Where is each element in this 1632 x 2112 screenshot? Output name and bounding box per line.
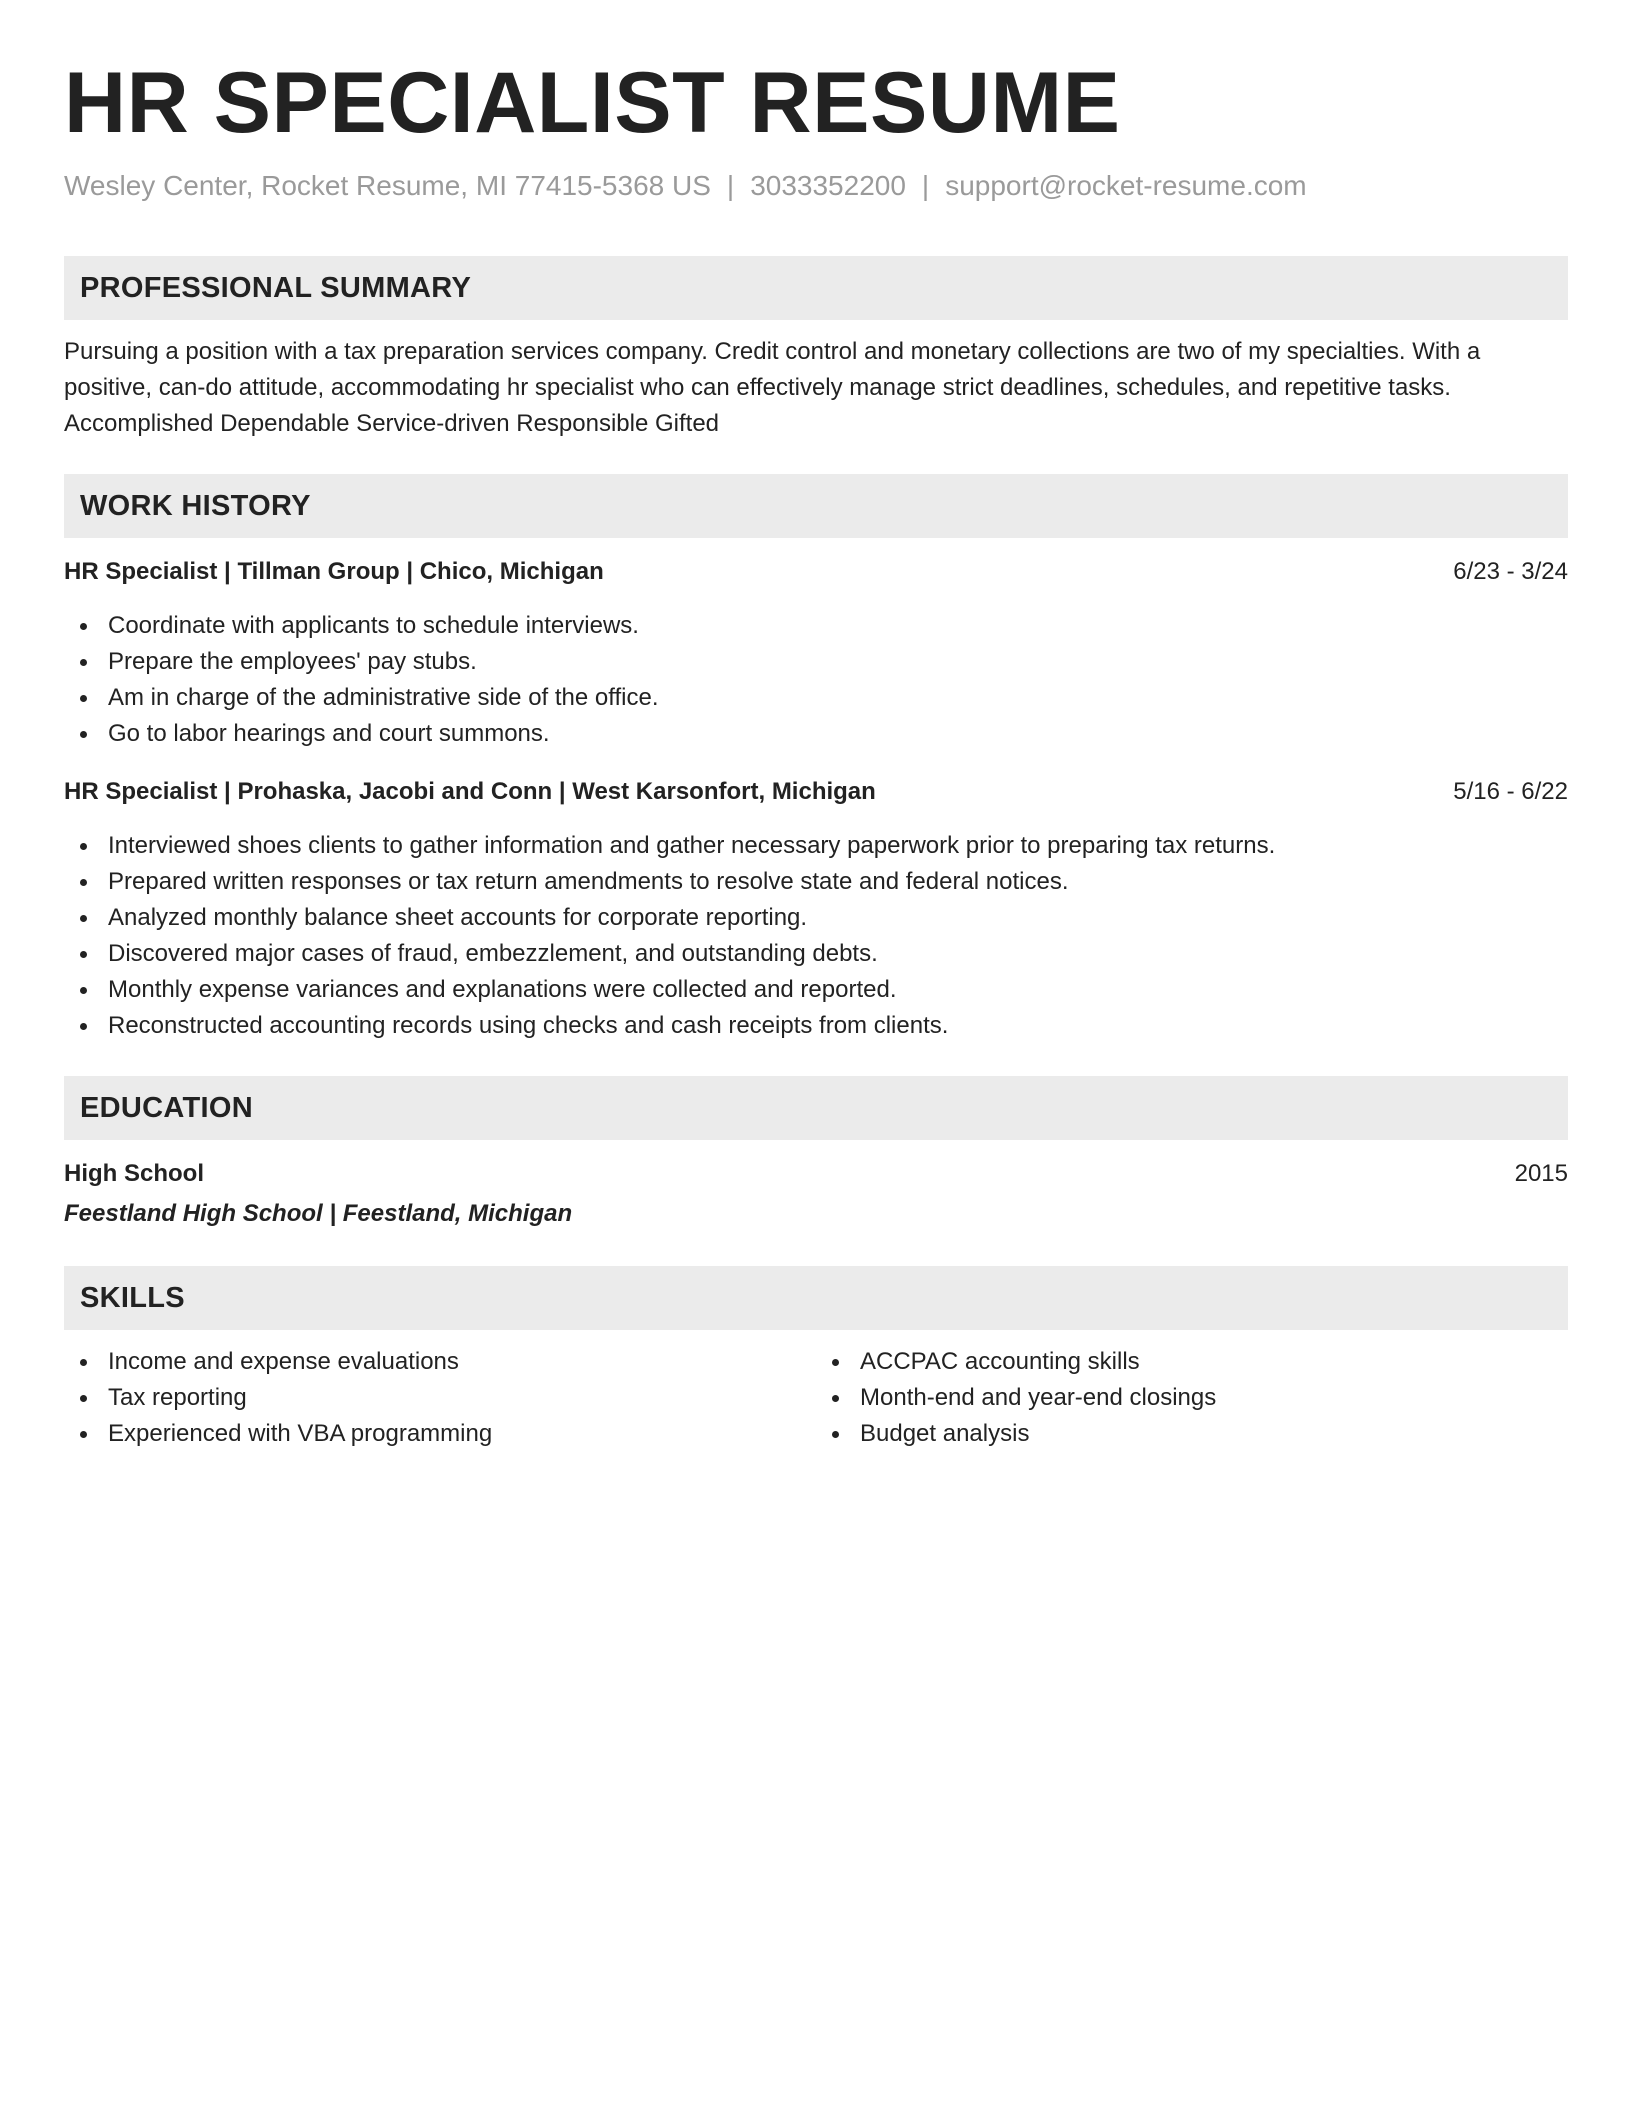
section-header-skills: SKILLS xyxy=(64,1266,1568,1330)
skill-item: Income and expense evaluations xyxy=(64,1344,816,1380)
education-year: 2015 xyxy=(1514,1160,1568,1187)
education-entry xyxy=(64,1156,1568,1232)
job-bullet: Go to labor hearings and court summons. xyxy=(64,716,1568,752)
section-header-education: EDUCATION xyxy=(64,1076,1568,1140)
skill-item: Experienced with VBA programming xyxy=(64,1416,816,1452)
contact-separator: | xyxy=(726,170,735,201)
skill-item: ACCPAC accounting skills xyxy=(816,1344,1568,1380)
job-bullet: Reconstructed accounting records using checks and cash receipts from clients. xyxy=(64,1008,1568,1044)
section-header-work-history: WORK HISTORY xyxy=(64,474,1568,538)
job-header-row xyxy=(64,774,1568,810)
resume-title: HR SPECIALIST RESUME xyxy=(64,55,1121,151)
job-header-row xyxy=(64,554,1568,590)
job-bullet: Analyzed monthly balance sheet accounts for corporate reporting. xyxy=(64,900,1568,936)
job-dates: 5/16 - 6/22 xyxy=(1453,778,1568,805)
contact-address: Wesley Center, Rocket Resume, MI 77415-5368 US xyxy=(64,170,711,201)
job-bullet: Prepared written responses or tax return amendments to resolve state and federal notices. xyxy=(64,864,1568,900)
job-bullet: Prepare the employees' pay stubs. xyxy=(64,644,1568,680)
job-bullet: Monthly expense variances and explanations were collected and reported. xyxy=(64,972,1568,1008)
job-title: HR Specialist | Prohaska, Jacobi and Conn | West Karsonfort, Michigan xyxy=(64,778,876,805)
summary-text: Pursuing a position with a tax preparation services company. Credit control and monetary collections are two of my specialties. With a positive, can-do attitude, accommodating hr specialist who can effectively manage strict deadlines, schedules, and repetitive tasks. Accomplished Dependable Service-driven Responsible Gifted xyxy=(64,338,1481,437)
skill-item: Tax reporting xyxy=(64,1380,816,1416)
skills-list xyxy=(816,1344,1568,1452)
job-bullet: Am in charge of the administrative side of the office. xyxy=(64,680,1568,716)
skill-item: Month-end and year-end closings xyxy=(816,1380,1568,1416)
job-bullet-list xyxy=(64,828,1568,1044)
contact-separator: | xyxy=(921,170,930,201)
job-entry xyxy=(64,554,1568,752)
section-header-summary: PROFESSIONAL SUMMARY xyxy=(64,256,1568,320)
education-school: Feestland High School | Feestland, Michigan xyxy=(64,1200,573,1227)
skills-column-left xyxy=(64,1344,816,1452)
job-bullet-list xyxy=(64,608,1568,752)
job-bullet: Discovered major cases of fraud, embezzlement, and outstanding debts. xyxy=(64,936,1568,972)
contact-email: support@rocket-resume.com xyxy=(945,170,1307,201)
job-dates: 6/23 - 3/24 xyxy=(1453,558,1568,585)
job-bullet: Interviewed shoes clients to gather information and gather necessary paperwork prior to preparing tax returns. xyxy=(64,828,1568,864)
skill-item: Budget analysis xyxy=(816,1416,1568,1452)
skills-list xyxy=(64,1344,816,1452)
skills-column-right xyxy=(816,1344,1568,1452)
job-title: HR Specialist | Tillman Group | Chico, Michigan xyxy=(64,558,604,585)
education-header-row xyxy=(64,1156,1568,1192)
job-entry xyxy=(64,774,1568,1044)
contact-phone: 3033352200 xyxy=(750,170,906,201)
job-bullet: Coordinate with applicants to schedule interviews. xyxy=(64,608,1568,644)
contact-line xyxy=(64,166,1568,206)
education-degree: High School xyxy=(64,1160,204,1187)
skills-grid xyxy=(64,1344,1568,1452)
